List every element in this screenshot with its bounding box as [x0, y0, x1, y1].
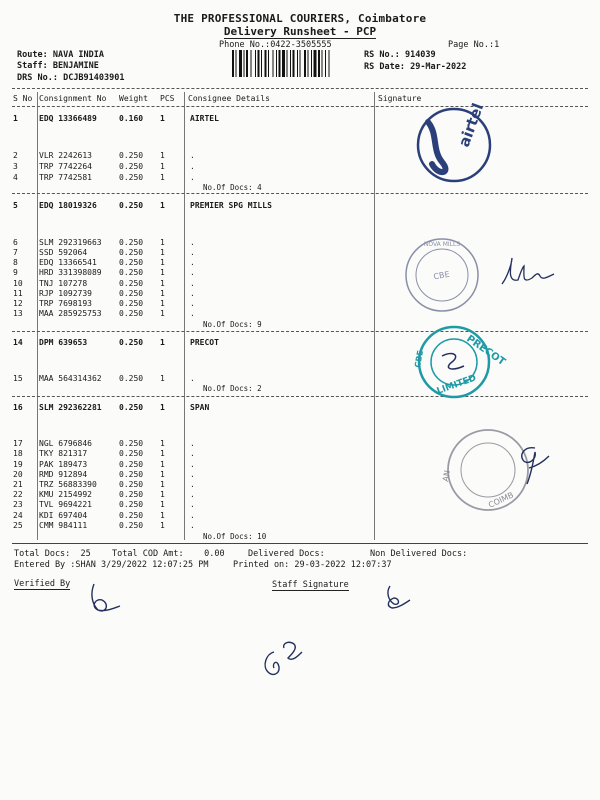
table-row: 19 PAK 189473 0.250 1 . — [13, 460, 195, 469]
consignee-name: SPAN — [190, 403, 210, 412]
table-row: 3 TRP 7742264 0.250 1 . — [13, 162, 195, 171]
svg-text:airtel: airtel — [454, 100, 488, 150]
table-row: 23 TVL 9694221 0.250 1 . — [13, 500, 195, 509]
svg-text:CBE: CBE — [413, 349, 425, 369]
printed-on: Printed on: 29-03-2022 12:07:37 — [233, 560, 392, 570]
table-row: 7 SSD 592064 0.250 1 . — [13, 248, 195, 257]
staff: Staff: BENJAMINE — [17, 61, 99, 71]
svg-text:LIMITED: LIMITED — [435, 373, 478, 397]
rs-date: RS Date: 29-Mar-2022 — [364, 62, 467, 72]
signature — [505, 440, 555, 490]
divider — [12, 106, 588, 107]
svg-text:NOVA MILLS: NOVA MILLS — [423, 241, 461, 248]
table-row: 4 TRP 7742581 0.250 1 . — [13, 173, 195, 182]
table-row: 9 HRD 331398089 0.250 1 . — [13, 268, 195, 277]
svg-text:COIMB: COIMB — [487, 490, 515, 510]
total-docs: Total Docs: 25 — [14, 549, 91, 559]
precot-stamp — [408, 322, 508, 402]
no-of-docs: No.Of Docs: 9 — [203, 320, 262, 329]
table-row: 12 TRP 7698193 0.250 1 . — [13, 299, 195, 308]
mill-stamp — [394, 234, 494, 316]
table-row: 16 SLM 292362281 0.250 1 SPAN — [13, 403, 210, 412]
airtel-stamp — [408, 100, 500, 186]
phone: Phone No.:0422-3505555 — [219, 40, 332, 50]
table-row: 18 TKY 821317 0.250 1 . — [13, 449, 195, 458]
col-signature: Signature — [378, 94, 422, 103]
verifier-signature — [84, 580, 124, 616]
rs-number: RS No.: 914039 — [364, 50, 436, 60]
table-row: 5 EDQ 18019326 0.250 1 PREMIER SPG MILLS — [13, 201, 272, 210]
table-row: 11 RJP 1092739 0.250 1 . — [13, 289, 195, 298]
col-details: Consignee Details — [188, 94, 270, 103]
signature — [498, 254, 558, 294]
route: Route: NAVA INDIA — [17, 50, 105, 60]
delivered-docs: Delivered Docs: — [248, 549, 325, 559]
entered-by: Entered By :SHAN 3/29/2022 12:07:25 PM — [14, 560, 209, 570]
svg-text:AN: AN — [441, 469, 452, 483]
col-weight: Weight — [119, 94, 148, 103]
divider — [12, 543, 588, 544]
col-sno: S No — [13, 94, 33, 103]
drs-number: DRS No.: DCJB91403901 — [17, 73, 125, 83]
col-consignment: Consignment No — [39, 94, 107, 103]
svg-text:PRECOT: PRECOT — [464, 333, 508, 368]
non-delivered-docs: Non Delivered Docs: — [370, 549, 468, 559]
table-row: 22 KMU 2154992 0.250 1 . — [13, 490, 195, 499]
runsheet-title: Delivery Runsheet - PCP — [223, 25, 377, 38]
barcode — [232, 50, 366, 77]
no-of-docs: No.Of Docs: 4 — [203, 183, 262, 192]
divider — [12, 193, 588, 194]
no-of-docs: No.Of Docs: 10 — [203, 532, 267, 541]
table-row: 13 MAA 285925753 0.250 1 . — [13, 309, 195, 318]
table-row: 2 VLR 2242613 0.250 1 . — [13, 151, 195, 160]
table-row: 8 EDQ 13366541 0.250 1 . — [13, 258, 195, 267]
table-row: 20 RMD 912894 0.250 1 . — [13, 470, 195, 479]
consignee-name: AIRTEL — [190, 114, 219, 123]
total-cod: Total COD Amt: 0.00 — [112, 549, 225, 559]
table-row: 25 CMM 984111 0.250 1 . — [13, 521, 195, 530]
consignee-name: PRECOT — [190, 338, 219, 347]
divider — [12, 396, 588, 397]
table-row: 15 MAA 564314362 0.250 1 . — [13, 374, 195, 383]
staff-signature-label: Staff Signature — [272, 580, 349, 590]
divider — [12, 331, 588, 332]
table-row: 6 SLM 292319663 0.250 1 . — [13, 238, 195, 247]
table-header — [0, 94, 600, 105]
bottom-signature — [258, 634, 308, 684]
table-row: 21 TRZ 56883390 0.250 1 . — [13, 480, 195, 489]
table-row: 10 TNJ 107278 0.250 1 . — [13, 279, 195, 288]
consignee-name: PREMIER SPG MILLS — [190, 201, 272, 210]
table-row: 17 NGL 6796846 0.250 1 . — [13, 439, 195, 448]
table-row: 14 DPM 639653 0.250 1 PRECOT — [13, 338, 219, 347]
verified-by-label: Verified By — [14, 579, 71, 589]
col-pcs: PCS — [160, 94, 175, 103]
table-row: 24 KDI 697404 0.250 1 . — [13, 511, 195, 520]
staff-signature — [378, 582, 414, 612]
company-title: THE PROFESSIONAL COURIERS, Coimbatore — [173, 12, 427, 25]
svg-text:CBE: CBE — [432, 269, 451, 282]
divider — [12, 88, 588, 89]
table-row: 1 EDQ 13366489 0.160 1 AIRTEL — [13, 114, 219, 123]
no-of-docs: No.Of Docs: 2 — [203, 384, 262, 393]
page-number: Page No.:1 — [448, 40, 500, 50]
